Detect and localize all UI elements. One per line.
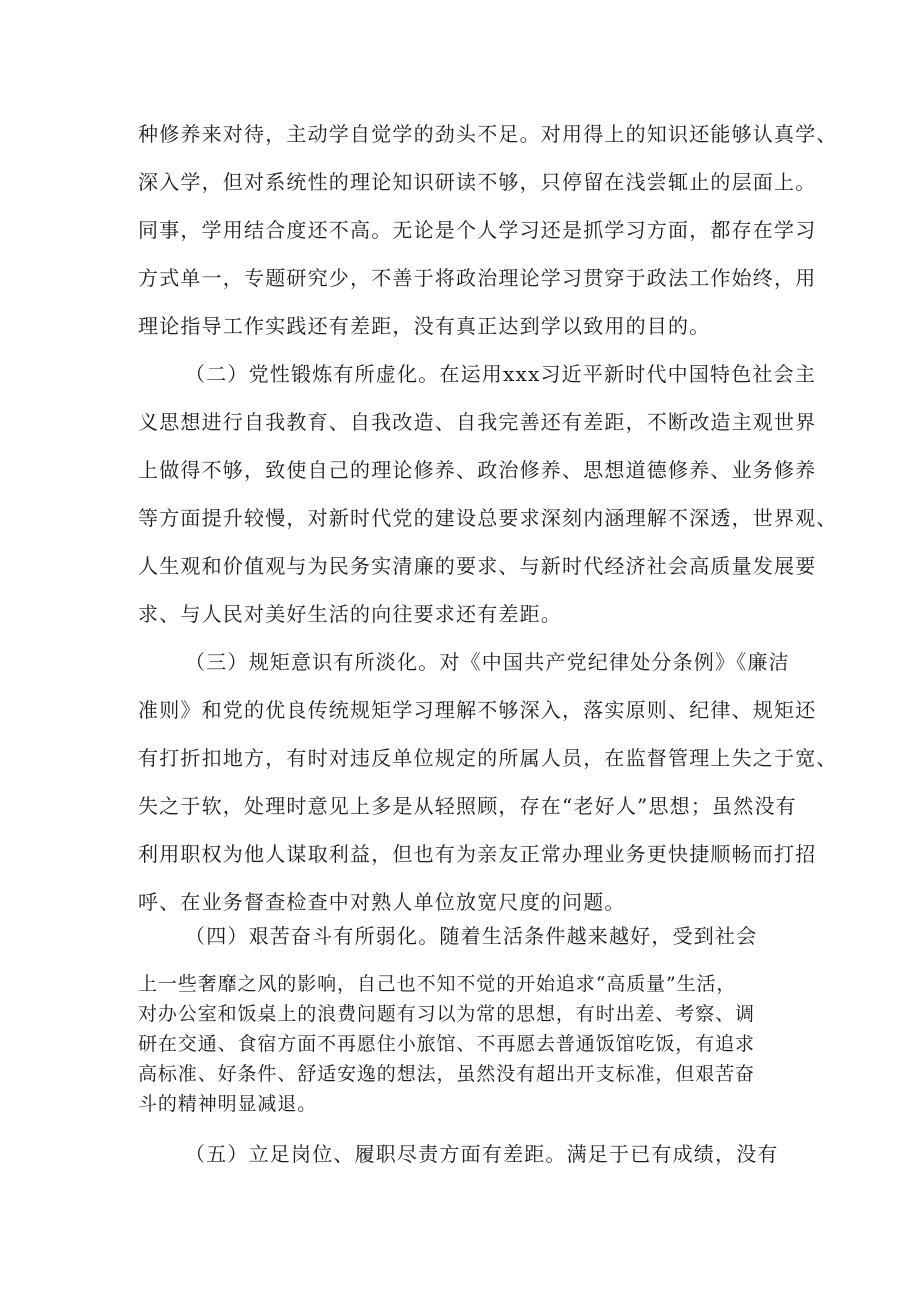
text-line: 对办公室和饭桌上的浪费问题有习以为常的思想，有时出差、考察、调 [138,1003,755,1025]
text-line: 有打折扣地方，有时对违反单位规定的所属人员，在监督管理上失之于宽、 [138,746,838,770]
section-heading-five: （五）立足岗位、履职尽责方面有差距。满足于已有成绩，没有 [185,1142,779,1166]
section-heading-four: （四）艰苦奋斗有所弱化。随着生活条件越来越好，受到社会 [185,924,758,948]
text-line: 深入学，但对系统性的理论知识研读不够，只停留在浅尝辄止的层面上。 [138,170,817,194]
text-line: 呼、在业务督查检查中对熟人单位放宽尺度的问题。 [138,890,626,914]
text-line: 人生观和价值观与为民务实清廉的要求、与新时代经济社会高质量发展要 [138,554,817,578]
section-heading-two: （二）党性锻炼有所虚化。在运用xxx习近平新时代中国特色社会主 [185,362,817,386]
text-line: 斗的精神明显减退。 [138,1093,318,1115]
text-line: 上做得不够，致使自己的理论修养、政治修养、思想道德修养、业务修养 [138,458,817,482]
text-line: 方式单一，专题研究少，不善于将政治理论学习贯穿于政法工作始终，用 [138,266,817,290]
text-line: 高标准、好条件、舒适安逸的想法，虽然没有超出开支标准，但艰苦奋 [138,1063,755,1085]
text-line: 种修养来对待，主动学自觉学的劲头不足。对用得上的知识还能够认真学、 [138,122,838,146]
text-line: 同事，学用结合度还不高。无论是个人学习还是抓学习方面，都存在学习 [138,218,817,242]
text-line: 失之于软，处理时意见上多是从轻照顾，存在“老好人”思想；虽然没有 [138,794,797,818]
text-line: 研在交通、食宿方面不再愿住小旅馆、不再愿去普通饭馆吃饭，有追求 [138,1033,755,1055]
text-line: 等方面提升较慢，对新时代党的建设总要求深刻内涵理解不深透，世界观、 [138,506,838,530]
text-line: 准则》和党的优良传统规矩学习理解不够深入，落实原则、纪律、规矩还 [138,698,817,722]
text-line: 义思想进行自我教育、自我改造、自我完善还有差距，不断改造主观世界 [138,410,817,434]
section-heading-three: （三）规矩意识有所淡化。对《中国共产党纪律处分条例》《廉洁 [185,650,790,674]
text-line: 求、与人民对美好生活的向往要求还有差距。 [138,602,562,626]
text-line: 理论指导工作实践还有差距，没有真正达到学以致用的目的。 [138,314,711,338]
text-line: 上一些奢靡之风的影响，自己也不知不觉的开始追求“高质量”生活， [138,973,737,995]
text-line: 利用职权为他人谋取利益，但也有为亲友正常办理业务更快捷顺畅而打招 [138,842,817,866]
